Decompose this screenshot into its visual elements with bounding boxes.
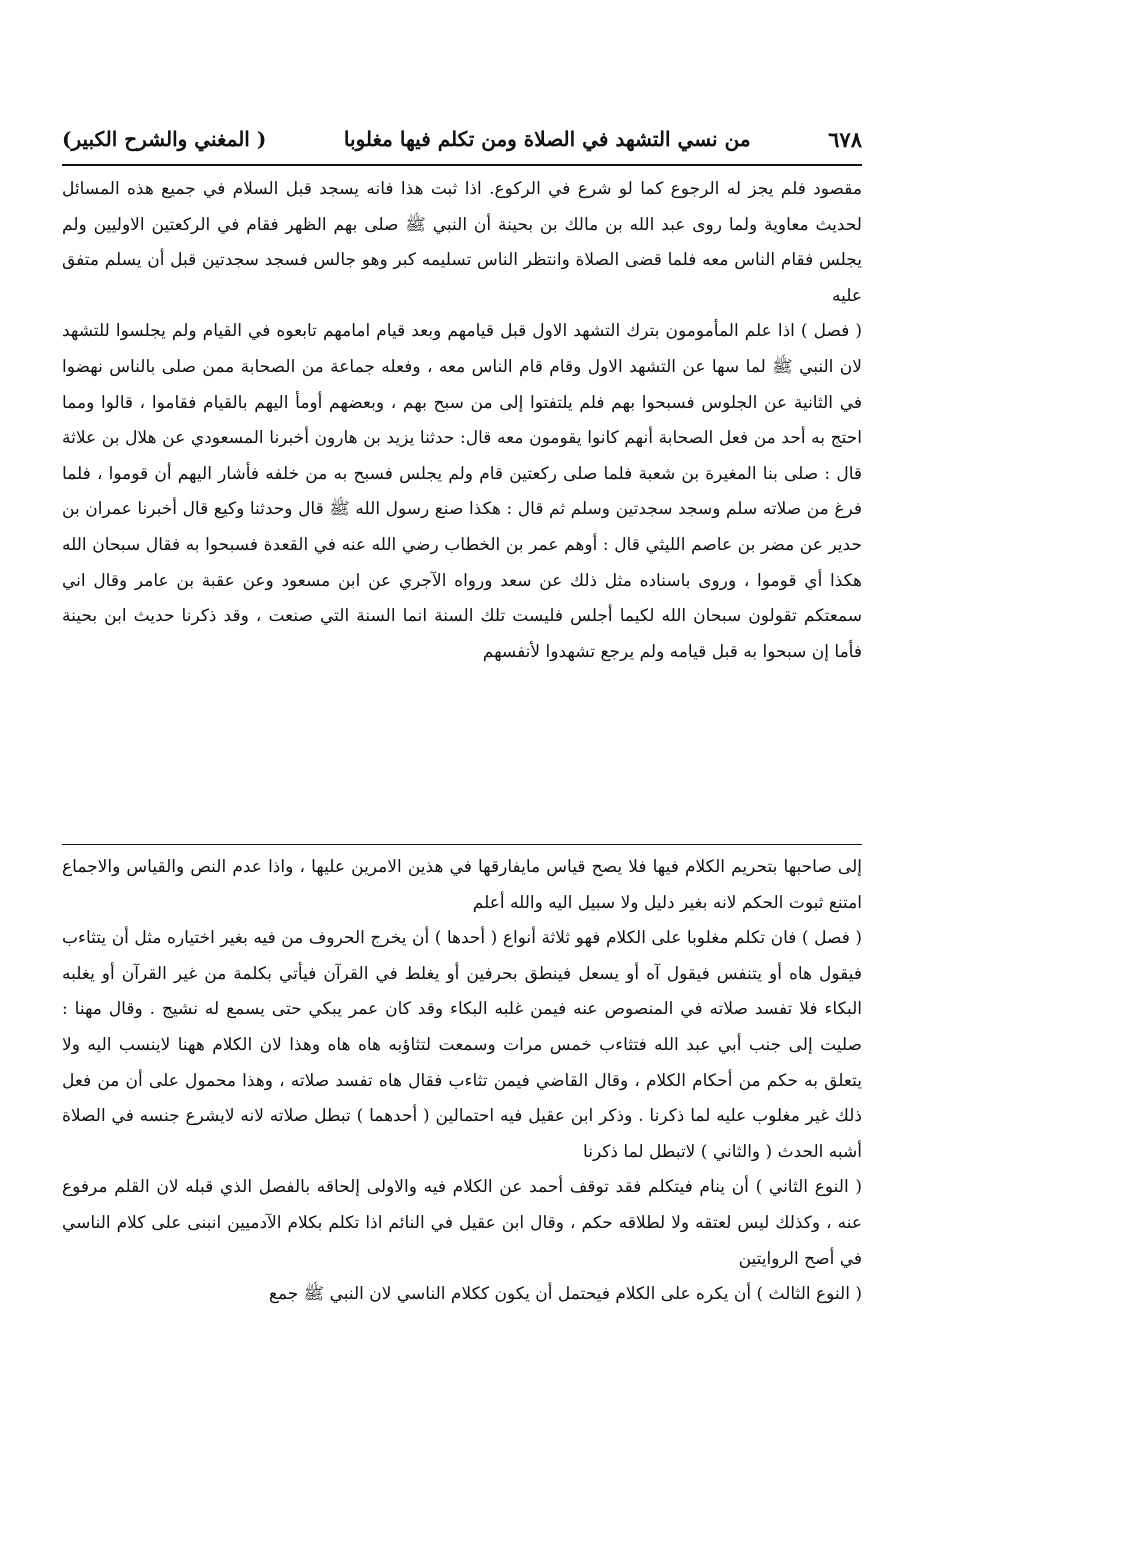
section-divider <box>62 844 862 845</box>
upper-paragraph: ( فصل ) اذا علم المأمومون بترك التشهد الاول قبل قيامهم وبعد قيام امامهم تابعوه في القيام ولم يجلسوا للتشهد لان النبي ﷺ لما سها عن التشهد الاول وقام قام الناس معه ، وفعله جماعة من الصحابة ممن صلى بالناس نهضوا في الثانية عن الجلوس فسبحوا بهم فلم يلتفتوا إلى من سبح بهم ، وبعضهم أومأ اليهم بالقيام فقاموا ، قالوا ومما احتج به أحد من فعل الصحابة أنهم كانوا يقومون معه قال: حدثنا يزيد بن هارون أخبرنا المسعودي عن هلال بن علاثة قال : صلى بنا المغيرة بن شعبة فلما صلى ركعتين قام ولم يجلس فسبح به من خلفه فأشار اليهم أن قوموا ، فلما فرغ من صلاته سلم وسجد سجدتين وسلم ثم قال : هكذا صنع رسول الله ﷺ قال وحدثنا وكيع قال أخبرنا عمران بن حدير عن مضر بن عاصم الليثي قال : أوهم عمر بن الخطاب رضي الله عنه في القعدة فسبحوا به فقال سبحان الله هكذا أي قوموا ، وروى باسناده مثل ذلك عن سعد ورواه الآجري عن ابن مسعود وعن عقبة بن عامر وقال اني سمعتكم تقولون سبحان الله لكيما أجلس فليست تلك السنة انما السنة التي صنعت ، وقد ذكرنا حديث ابن بحينة فأما إن سبحوا به قبل قيامه ولم يرجع تشهدوا لأنفسهم <box>62 321 862 662</box>
upper-paragraph: مقصود فلم يجز له الرجوع كما لو شرع في الركوع. اذا ثبت هذا فانه يسجد قبل السلام في جميع هذه المسائل لحديث معاوية ولما روى عبد الله بن مالك بن بحينة أن النبي ﷺ صلى بهم الظهر فقام في الركعتين الاوليين ولم يجلس فقام الناس معه فلما قضى الصلاة وانتظر الناس تسليمه كبر وهو جالس فسجد سجدتين قبل أن يسلم متفق عليه <box>62 179 862 306</box>
upper-text-section <box>62 172 862 670</box>
lower-paragraph: ( فصل ) فان تكلم مغلوبا على الكلام فهو ثلاثة أنواع ( أحدها ) أن يخرج الحروف من فيه بغير اختياره مثل أن يتثاءب فيقول هاه أو يتنفس فيقول آه أو يسعل فينطق بحرفين أو يغلط في القرآن فيأتي بكلمة من غير القرآن أو يغلبه البكاء فلا تفسد صلاته في المنصوص عنه فيمن غلبه البكاء وقد كان عمر يبكي حتى يسمع له نشيج . وقال مهنا : صليت إلى جنب أبي عبد الله فتثاءب خمس مرات وسمعت لتثاؤبه هاه هاه وهذا لان الكلام ههنا لاينسب اليه ولا يتعلق به حكم من أحكام الكلام ، وقال القاضي فيمن تثاءب فقال هاه تفسد صلاته ، وهذا محمول على أن من فعل ذلك غير مغلوب عليه لما ذكرنا . وذكر ابن عقيل فيه احتمالين ( أحدهما ) تبطل صلاته لانه لايشرع جنسه في الصلاة أشبه الحدث ( والثاني ) لاتبطل لما ذكرنا <box>62 928 862 1162</box>
lower-paragraph: إلى صاحبها بتحريم الكلام فيها فلا يصح قياس مايفارقها في هذين الامرين عليها ، واذا عدم النص والقياس والاجماع امتنع ثبوت الحكم لانه بغير دليل ولا سبيل اليه والله أعلم <box>62 857 862 913</box>
lower-paragraph: ( النوع الثالث ) أن يكره على الكلام فيحتمل أن يكون ككلام الناسي لان النبي ﷺ جمع <box>268 1284 862 1305</box>
chapter-title: من نسي التشهد في الصلاة ومن تكلم فيها مغلوبا <box>343 127 751 151</box>
page-header <box>62 118 862 160</box>
book-page <box>62 118 862 1448</box>
lower-paragraph: ( النوع الثاني ) أن ينام فيتكلم فقد توقف أحمد عن الكلام فيه والاولى إلحاقه بالفصل الذي قبله لان القلم مرفوع عنه ، وكذلك ليس لعتقه ولا لطلاقه حكم ، وقال ابن عقيل في النائم اذا تكلم بكلام الآدميين انبنى على كلام الناسي في أصح الروايتين <box>62 1177 862 1269</box>
header-rule <box>62 164 862 166</box>
page-number: ٦٧٨ <box>828 126 862 152</box>
book-title: ( المغني والشرح الكبير) <box>62 127 267 151</box>
lower-text-section <box>62 850 862 1313</box>
